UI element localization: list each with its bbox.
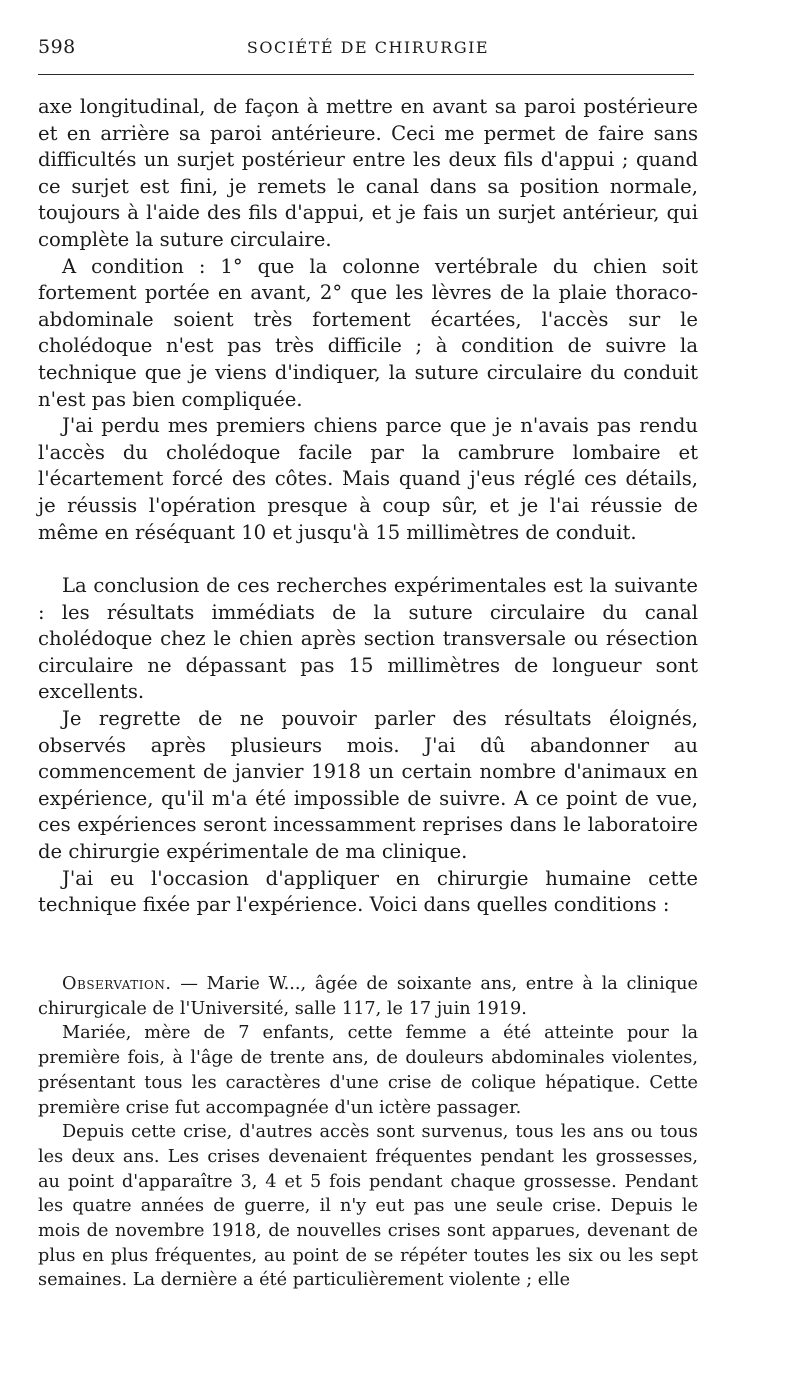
observation-intro bbox=[38, 972, 698, 1021]
paragraph: J'ai perdu mes premiers chiens parce que je n'avais pas rendu l'accès du cholédoque facile par la cambrure lombaire et l'écartement forcé des côtes. Mais quand j'eus réglé ces détails, je réussis l'opération presque à coup sûr, et je l'ai réussie de même en réséquant 10 et jusqu'à 15 millimètres de conduit. bbox=[38, 414, 698, 544]
paragraph: Je regrette de ne pouvoir parler des résultats éloignés, observés après plusieurs mois. J'ai dû abandonner au commencement de janvier 1918 un certain nombre d'animaux en expérience, qu'il m'a été impossible de suivre. A ce point de vue, ces expériences seront incessamment reprises dans le laboratoire de chirurgie expérimentale de ma clinique. bbox=[38, 707, 698, 864]
observation-paragraph: Depuis cette crise, d'autres accès sont survenus, tous les ans ou tous les deux ans. Les crises devenaient fréquentes pendant les grossesses, au point d'apparaître 3, 4 et 5 fois pendant chaque grossesse. Pendant les quatre années de guerre, il n'y eut pas une seule crise. Depuis le mois de novembre 1918, de nouvelles crises sont apparues, devenant de plus en plus fréquentes, au point de se répéter toutes les six ou les sept semaines. La dernière a été particulièrement violente ; elle bbox=[38, 1122, 698, 1291]
running-header bbox=[38, 36, 698, 64]
observation-section bbox=[38, 972, 698, 1293]
observation-label: Observation. bbox=[62, 974, 172, 994]
observation-paragraph: Mariée, mère de 7 enfants, cette femme a été atteinte pour la première fois, à l'âge de trente ans, de douleurs abdominales violentes, présentant tous les caractères d'une crise de colique hépatique. Cette première crise fut accompagnée d'un ictère passager. bbox=[38, 1023, 698, 1118]
running-title: SOCIÉTÉ DE CHIRURGIE bbox=[246, 38, 490, 57]
header-rule bbox=[38, 74, 694, 75]
paragraph: axe longitudinal, de façon à mettre en avant sa paroi postérieure et en arrière sa paroi antérieure. Ceci me permet de faire sans difficultés un surjet postérieur entre les deux fils d'appui ; quand ce surjet est fini, je remets le canal dans sa position normale, toujours à l'aide des fils d'appui, et je fais un surjet antérieur, qui complète la suture circulaire. bbox=[38, 95, 698, 251]
main-text bbox=[38, 94, 698, 919]
paragraph: J'ai eu l'occasion d'appliquer en chirurgie humaine cette technique fixée par l'expérience. Voici dans quelles conditions : bbox=[38, 866, 698, 917]
paragraph: La conclusion de ces recherches expérimentales est la suivante : les résultats immédiats de la suture circulaire du canal cholédoque chez le chien après section transversale ou résection circulaire ne dépassant pas 15 millimètres de longueur sont excellents. bbox=[38, 574, 698, 704]
observation-intro-text: — Marie W..., âgée de soixante ans, entre à la clinique chirurgicale de l'Université, salle 117, le 17 juin 1919. bbox=[38, 974, 698, 1019]
paragraph: A condition : 1° que la colonne vertébrale du chien soit fortement portée en avant, 2° que les lèvres de la plaie thoraco-abdominale soient très fortement écartées, l'accès sur le cholédoque n'est pas très difficile ; à condition de suivre la technique que je viens d'indiquer, la suture circulaire du conduit n'est pas bien compliquée. bbox=[38, 254, 698, 411]
page-number: 598 bbox=[38, 36, 76, 58]
